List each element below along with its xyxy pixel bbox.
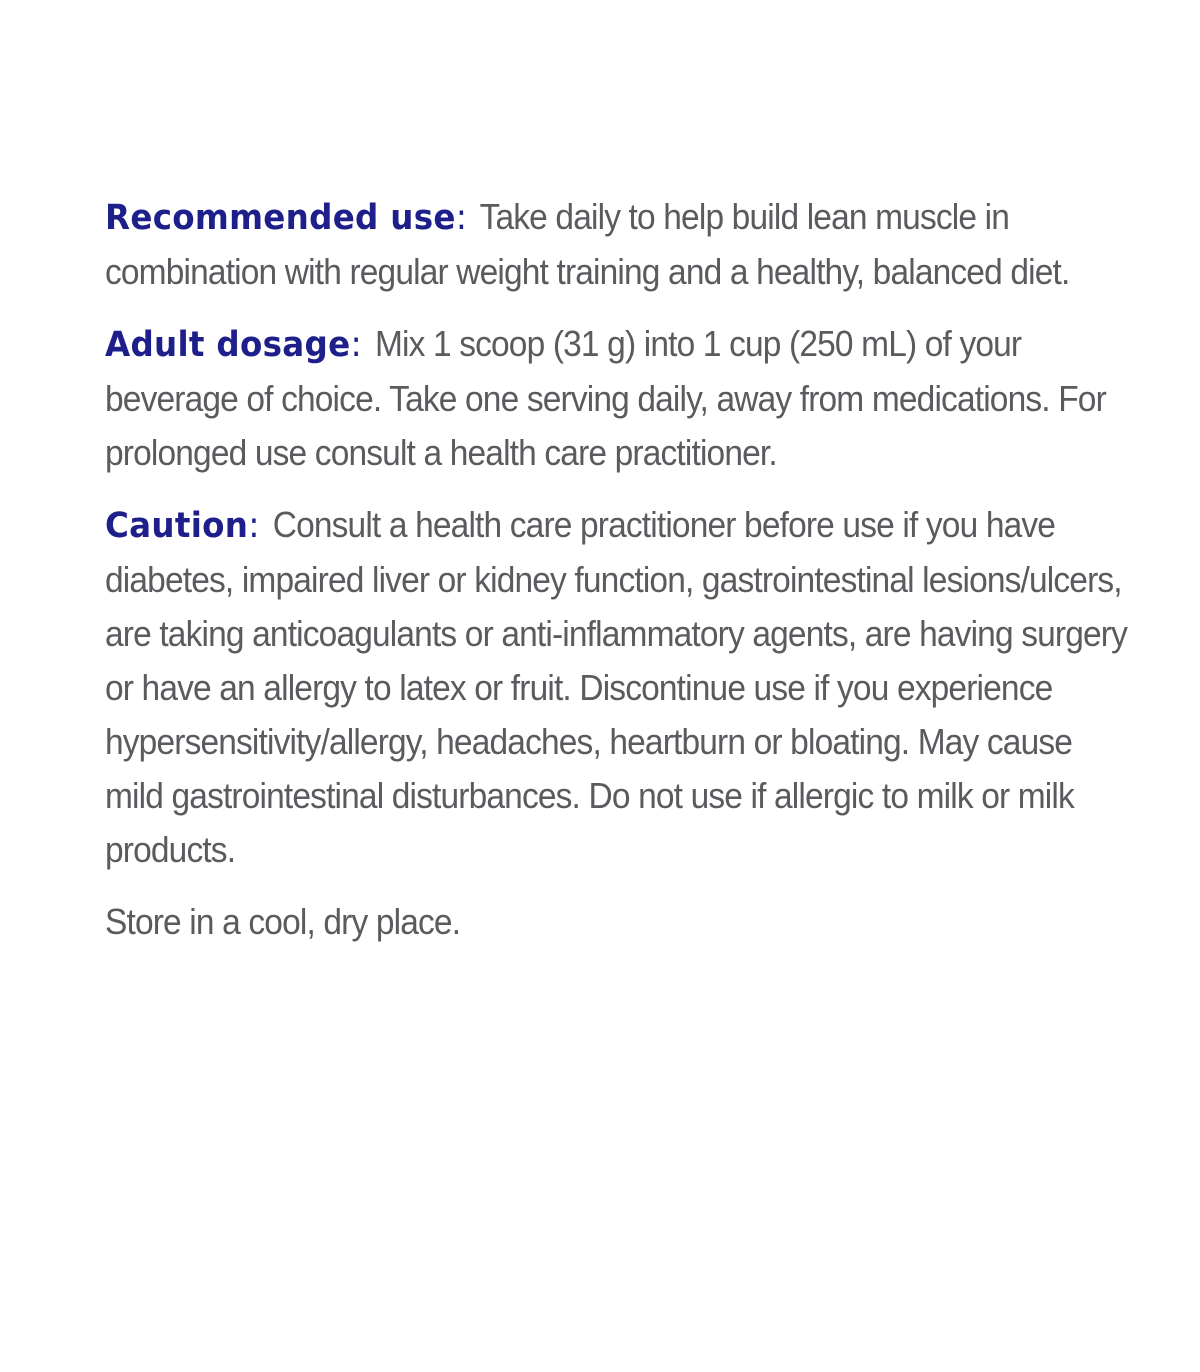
recommended-use-text: Take daily to help build lean muscle in combination with regular weight training and a healthy, balanced diet. — [105, 196, 1070, 292]
caution-text: Consult a health care practitioner before use if you have diabetes, impaired liver or kidney function, gastrointestinal lesions/ulcers, are taking anticoagulants or anti-inflammatory agents, are having surgery or have an allergy to latex or fruit. Discontinue use if you experience hypersensitivity/allergy, headaches, heartburn or bloating. May cause mild gastrointestinal disturbances. Do not use if allergic to milk or milk products. — [105, 504, 1127, 870]
adult-dosage-text: Mix 1 scoop (31 g) into 1 cup (250 mL) of your beverage of choice. Take one serving daily, away from medications. For prolonged use consult a health care practitioner. — [105, 323, 1106, 473]
caution-paragraph — [105, 498, 1137, 877]
recommended-use-paragraph — [105, 190, 1137, 299]
adult-dosage-label: Adult dosage — [105, 325, 351, 365]
adult-dosage-paragraph — [105, 317, 1137, 480]
storage-instructions: Store in a cool, dry place. — [105, 901, 461, 942]
caution-label: Caution — [105, 506, 249, 546]
recommended-use-label: Recommended use — [105, 198, 456, 238]
label-text-panel — [105, 190, 1145, 967]
caution-separator: : — [248, 505, 259, 546]
adult-dosage-separator: : — [350, 324, 361, 365]
recommended-use-separator: : — [455, 197, 467, 238]
